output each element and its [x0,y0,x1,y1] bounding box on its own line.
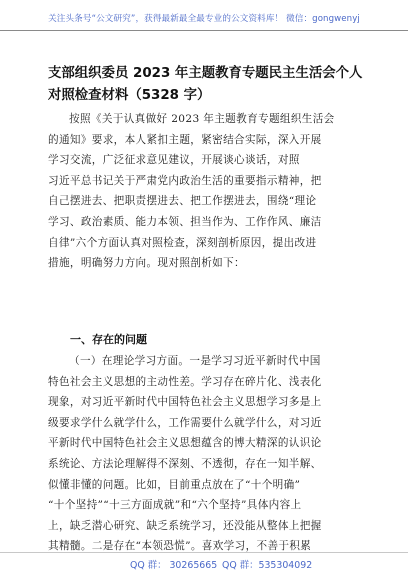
intro-line: 习近平总书记关于严肃党内政治生活的重要指示精神，把 [48,174,322,187]
intro-line: 按照《关于认真做好 2023 年主题教育专题组织生活会 [69,113,335,125]
intro-paragraph [48,109,368,274]
paragraph-line: 平新时代中国特色社会主义思想蕴含的博大精深的认识论 [48,437,322,450]
problem-paragraph [48,351,368,557]
paragraph-line: （一）在理论学习方面。一是学习习近平新时代中国 [69,355,321,367]
intro-line: 学习、政治素质、能力本领、担当作为、工作作风、廉洁 [48,215,322,228]
header-divider [0,30,408,31]
intro-line: 自律”六个方面认真对照检查，深刻剖析原因，提出改进 [48,236,317,249]
title-line-1: 支部组织委员 2023 年主题教育专题民主生活会个人 [48,66,363,81]
paragraph-line: 其精髓。二是存在“本领恐慌”。喜欢学习，不善于积累 [48,540,312,553]
footer-qq-group-1: QQ 群： 30265665 [130,560,218,571]
title-line-2: 对照检查材料（5328 字） [48,88,211,103]
paragraph-line: 级要求学什么就学什么，工作需要什么就学什么，对习近 [48,416,322,429]
paragraph-line: 似懂非懂的问题。比如，目前重点放在了“十个明确” [48,478,301,491]
paragraph-line: 系统论、方法论理解得不深刻、不透彻，存在一知半解、 [48,457,322,470]
document-title [48,63,368,107]
intro-line: 自己摆进去、把职责摆进去、把工作摆进去，围绕“理论 [48,195,317,208]
footer-divider [0,552,408,553]
intro-line: 的通知》要求，本人紧扣主题，紧密结合实际，深入开展 [48,133,322,146]
intro-line: 措施，明确努力方向。现对照剖析如下： [48,257,245,270]
paragraph-line: 现象，对习近平新时代中国特色社会主义思想学习多是上 [48,396,322,409]
footer-qq-group-2: QQ 群：535304092 [222,560,313,571]
intro-line: 学习交流，广泛征求意见建议，开展谈心谈话，对照 [48,154,300,167]
paragraph-line: “十个坚持”“十三方面成就”和“六个坚持”具体内容上 [48,499,302,512]
paragraph-line: 上，缺乏潜心研究、缺乏系统学习，还没能从整体上把握 [48,519,322,532]
paragraph-line: 特色社会主义思想的主动性差。学习存在碎片化、浅表化 [48,375,322,388]
header-banner: 关注头条号“公文研究”，获得最新最全最专业的公文资料库！ 微信：gongwenyj [48,14,360,24]
section-heading: 一、存在的问题 [70,333,147,346]
